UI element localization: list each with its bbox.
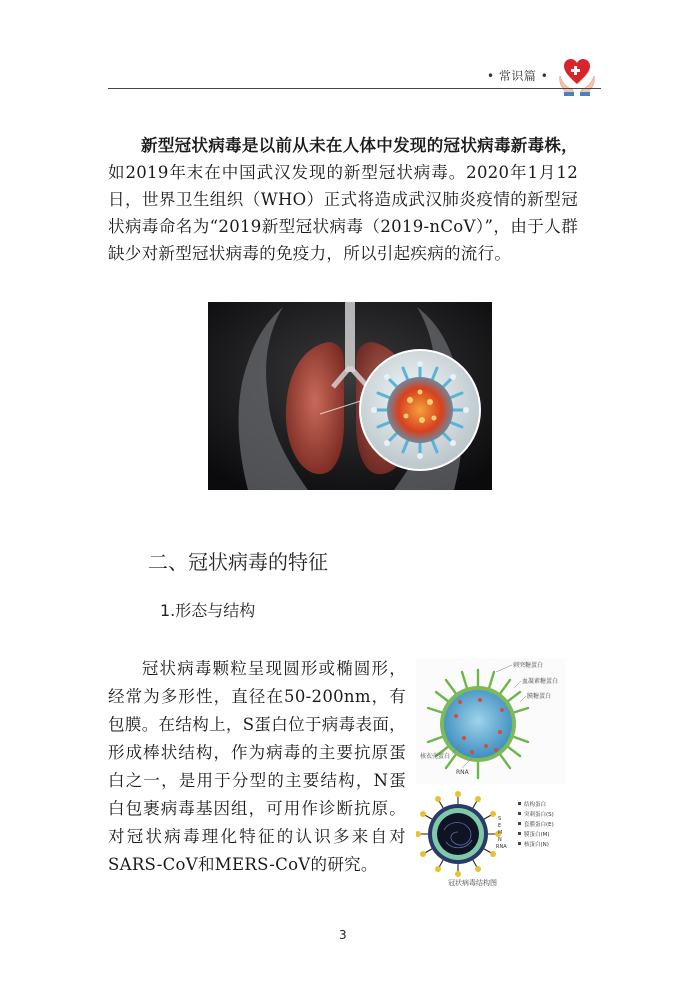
page-number: 3 bbox=[339, 928, 347, 942]
morphology-paragraph bbox=[108, 655, 406, 879]
letter-e: E bbox=[498, 823, 502, 829]
letter-n: N bbox=[498, 837, 502, 843]
lung-virus-illustration bbox=[208, 302, 492, 490]
letter-rna: RNA bbox=[496, 844, 507, 850]
label-spike-glycoprotein: 刺突糖蛋白 bbox=[513, 662, 544, 669]
legend-structural-protein: 结构蛋白 bbox=[524, 802, 547, 808]
section-tag: • 常识篇 • bbox=[487, 69, 549, 83]
label-hemagglutinin: 血凝素糖蛋白 bbox=[522, 678, 559, 685]
label-rna: RNA bbox=[456, 769, 469, 776]
section-heading: 二、冠状病毒的特征 bbox=[148, 550, 328, 574]
label-membrane-glycoprotein: 膜糖蛋白 bbox=[527, 693, 552, 700]
coronavirus-structure-diagram bbox=[416, 790, 568, 886]
legend-nucleoprotein: 核蛋白(N) bbox=[524, 842, 549, 848]
intro-body-text: 如2019年末在中国武汉发现的新型冠状病毒。2020年1月12日，世界卫生组织（WHO）正式将造成武汉肺炎疫情的新型冠状病毒命名为“2019新型冠状病毒（2019-nCoV）”，由于人群缺少对新型冠状病毒的免疫力，所以引起疾病的流行。 bbox=[108, 163, 578, 263]
legend-membrane-protein: 膜蛋白(M) bbox=[524, 832, 550, 838]
intro-lead-text: 新型冠状病毒是以前从未在人体中发现的冠状病毒新毒株， bbox=[141, 136, 578, 155]
letter-m: M bbox=[498, 830, 503, 836]
figure-caption: 冠状病毒结构图 bbox=[448, 879, 497, 887]
label-nucleocapsid: 核衣壳蛋白 bbox=[420, 753, 451, 760]
intro-paragraph bbox=[108, 132, 578, 267]
coronavirus-3d-diagram bbox=[416, 658, 566, 784]
morphology-text: 冠状病毒颗粒呈现圆形或椭圆形，经常为多形性，直径在50-200nm，有包膜。在结构上，S蛋白位于病毒表面，形成棒状结构，作为病毒的主要抗原蛋白之一，是用于分型的主要结构，N蛋白包裹病毒基因组，可用作诊断抗原。对冠状病毒理化特征的认识多来自对SARS-CoV和MERS-CoV的研究。 bbox=[108, 659, 406, 874]
legend-envelope-protein: 套膜蛋白(E) bbox=[524, 822, 554, 828]
hands-heart-logo bbox=[556, 54, 598, 96]
legend-spike-protein: 突刺蛋白(S) bbox=[524, 812, 554, 818]
letter-s: S bbox=[498, 816, 502, 822]
subsection-heading: 1.形态与结构 bbox=[160, 601, 256, 620]
header-rule bbox=[108, 88, 601, 89]
